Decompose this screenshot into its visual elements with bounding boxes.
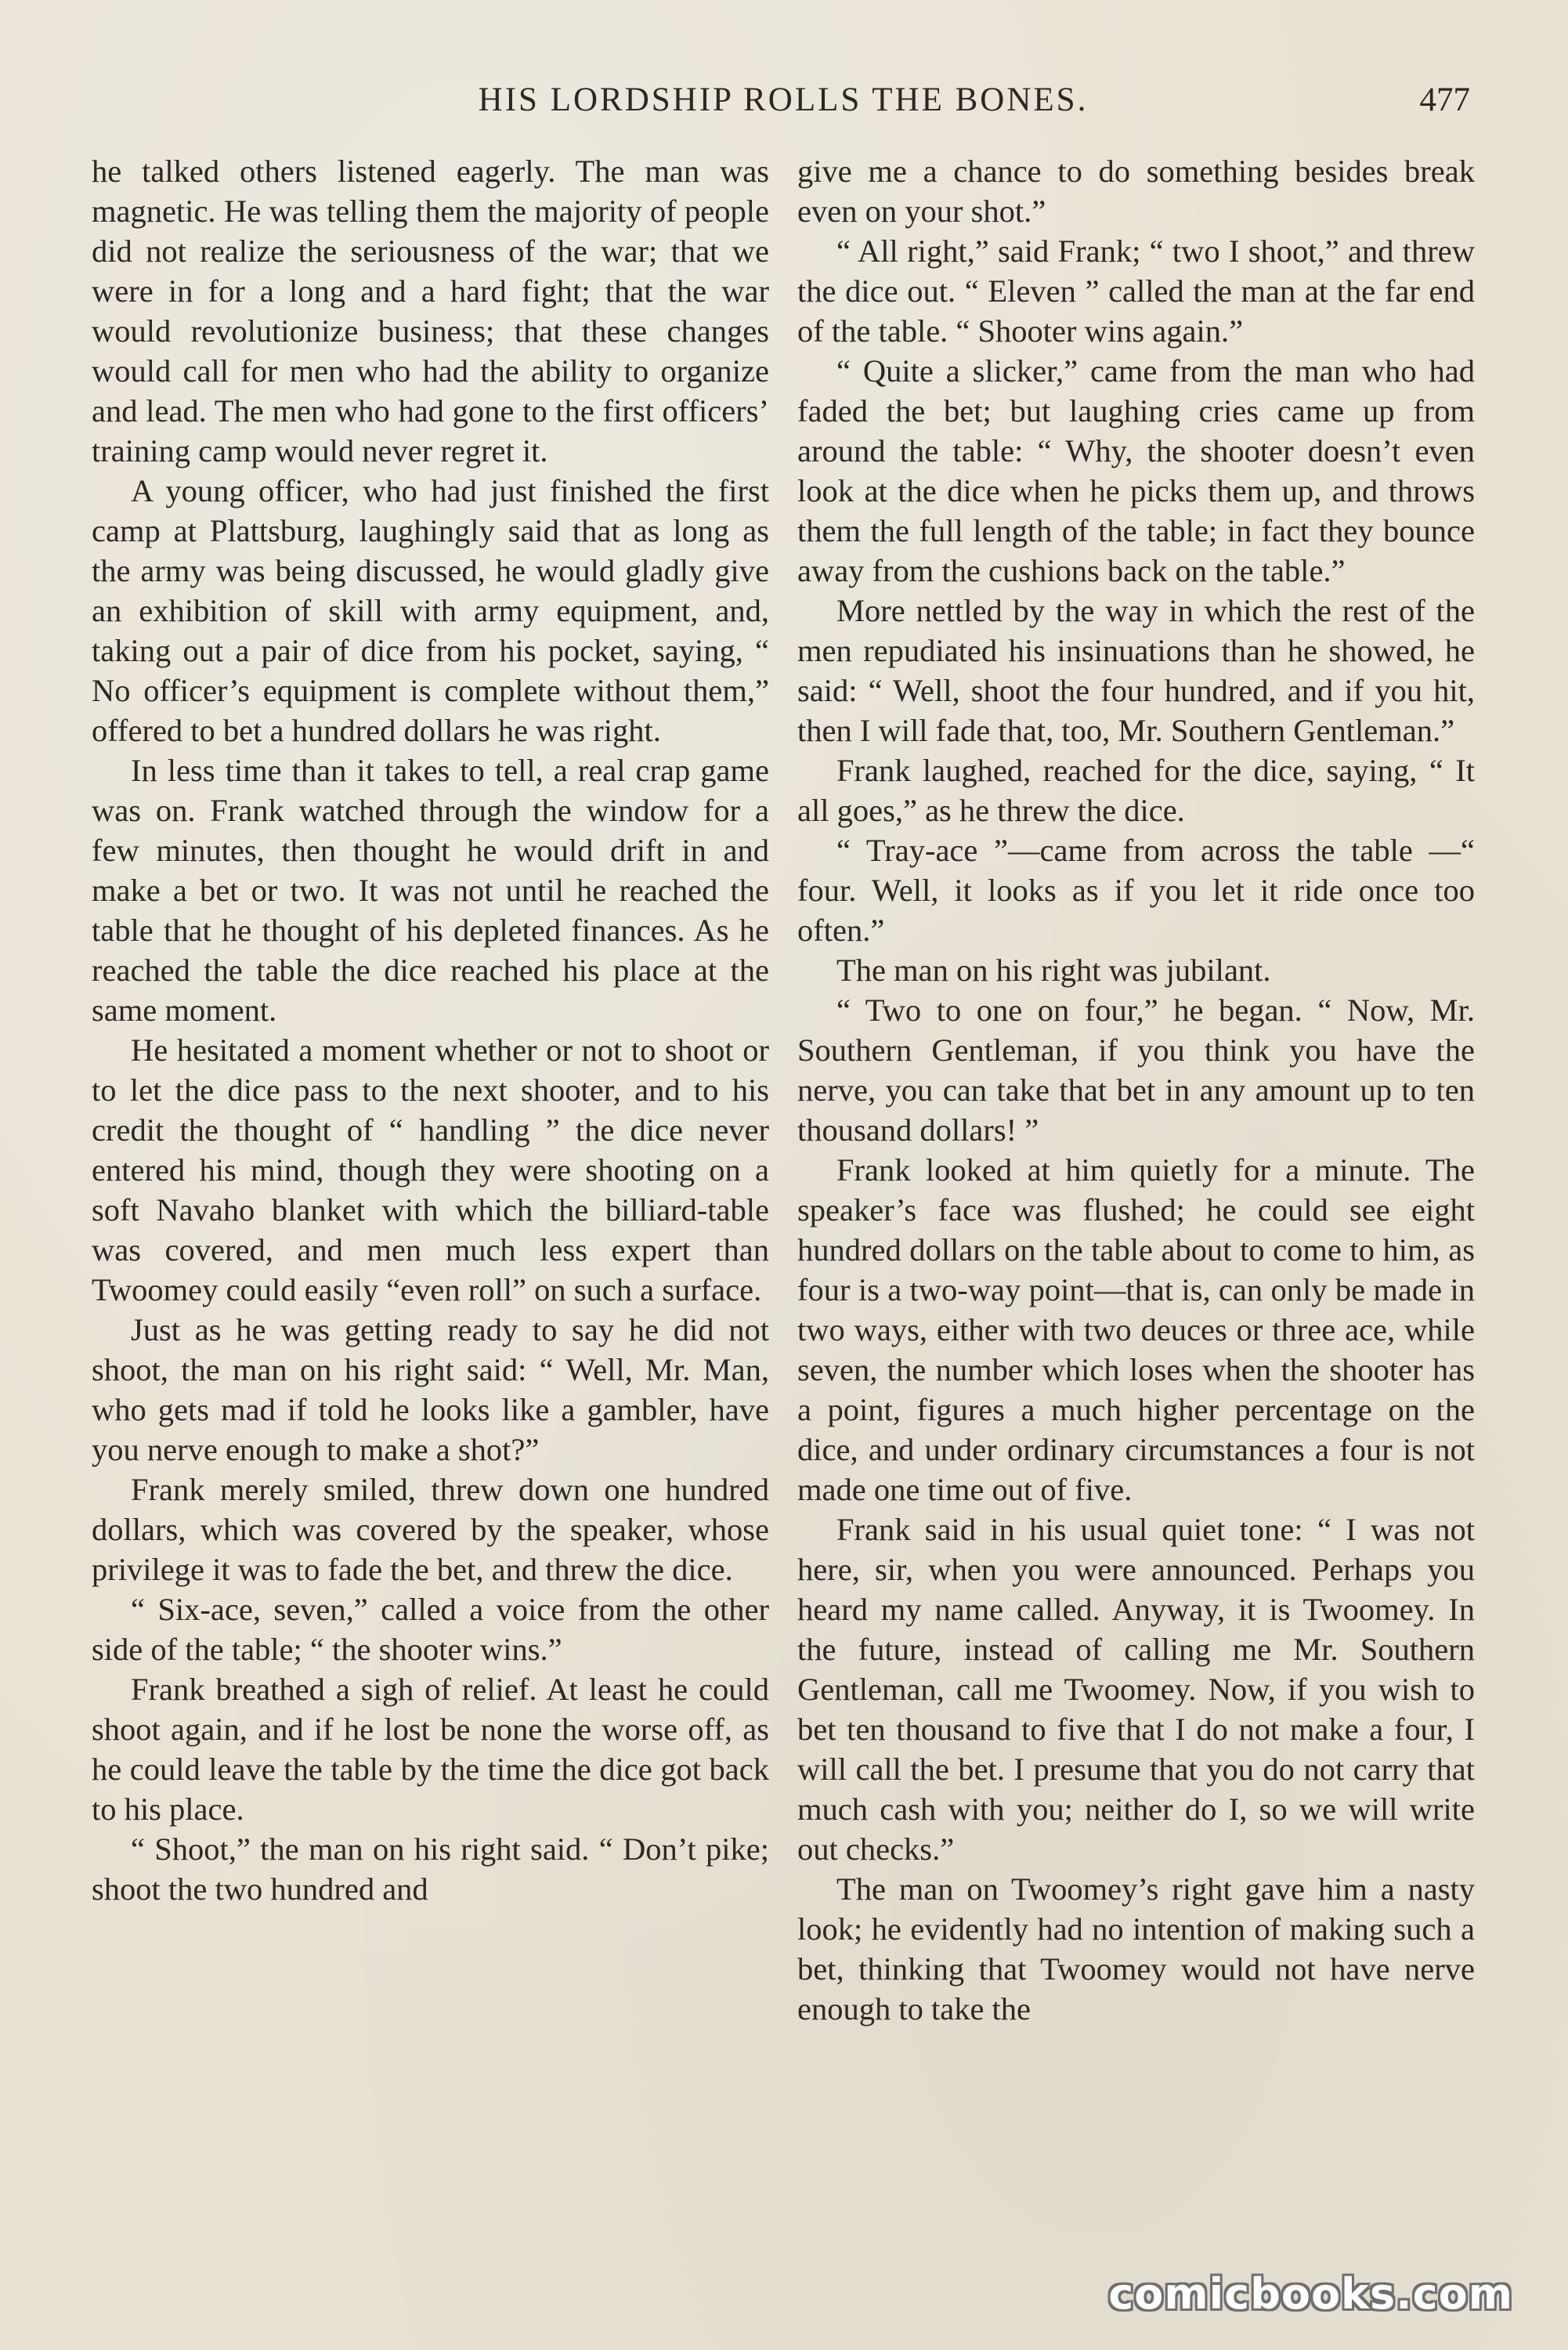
- paragraph: “ Shoot,” the man on his right said. “ Don’t pike; shoot the two hundred and: [92, 1831, 769, 1907]
- paragraph: “ Two to one on four,” he began. “ Now, Mr. Southern Gentleman, if you think you have the nerve, you can take that bet in any amount up to ten thousand dollars! ”: [797, 992, 1475, 1148]
- paragraph: Frank said in his usual quiet tone: “ I was not here, sir, when you were announced. Perhaps you heard my name called. Anyway, it is Twoomey. In the future, instead of calling me Mr. Southern Gentleman, call me Twoomey. Now, if you wish to bet ten thousand to five that I do not make a four, I will call the bet. I presume that you do not carry that much cash with you; neither do I, so we will write out checks.”: [797, 1512, 1475, 1867]
- paragraph: “ Quite a slicker,” came from the man who had faded the bet; but laughing cries came up from around the table: “ Why, the shooter doesn’t even look at the dice when he picks them up, and throws them the full length of the table; in fact they bounce away from the cushions back on the table.”: [797, 353, 1475, 588]
- paragraph: he talked others listened eagerly. The man was magnetic. He was telling them the majority of people did not realize the seriousness of the war; that we were in for a long and a hard fight; that the war would revolutionize business; that these changes would call for men who had the ability to organize and lead. The men who had gone to the first officers’ training camp would never regret it.: [92, 154, 769, 468]
- paragraph: Just as he was getting ready to say he did not shoot, the man on his right said: “ Well, Mr. Man, who gets mad if told he looks like a gambler, have you nerve enough to make a shot?”: [92, 1312, 769, 1467]
- page-number: 477: [1419, 81, 1470, 118]
- paragraph: A young officer, who had just finished the first camp at Plattsburg, laughingly said that as long as the army was being discussed, he would gladly give an exhibition of skill with army equipment, and, taking out a pair of dice from his pocket, saying, “ No officer’s equipment is complete without them,” offered to bet a hundred dollars he was right.: [92, 473, 769, 748]
- left-column: [92, 151, 769, 1909]
- paragraph: give me a chance to do something besides break even on your shot.”: [797, 154, 1475, 229]
- paragraph: Frank breathed a sigh of relief. At least he could shoot again, and if he lost be none the worse off, as he could leave the table by the time the dice got back to his place.: [92, 1672, 769, 1827]
- paragraph: “ Tray-ace ”—came from across the table —“ four. Well, it looks as if you let it ride once too often.”: [797, 833, 1475, 948]
- watermark-logo: comicbooks.com: [1108, 2269, 1513, 2319]
- paragraph: He hesitated a moment whether or not to shoot or to let the dice pass to the next shooter, and to his credit the thought of “ handling ” the dice never entered his mind, though they were shooting on a soft Navaho blanket with which the billiard-table was covered, and men much less expert than Twoomey could easily “even roll” on such a surface.: [92, 1032, 769, 1307]
- right-column: [797, 151, 1475, 2029]
- paragraph: Frank laughed, reached for the dice, saying, “ It all goes,” as he threw the dice.: [797, 753, 1475, 828]
- paragraph: In less time than it takes to tell, a real crap game was on. Frank watched through the window for a few minutes, then thought he would drift in and make a bet or two. It was not until he reached the table that he thought of his depleted finances. As he reached the table the dice reached his place at the same moment.: [92, 753, 769, 1028]
- paragraph: Frank looked at him quietly for a minute. The speaker’s face was flushed; he could see eight hundred dollars on the table about to come to him, as four is a two-way point—that is, can only be made in two ways, either with two deuces or three ace, while seven, the number which loses when the shooter has a point, figures a much higher percentage on the dice, and under ordinary circumstances a four is not made one time out of five.: [797, 1152, 1475, 1507]
- paragraph: The man on his right was jubilant.: [836, 953, 1271, 988]
- paragraph: “ Six-ace, seven,” called a voice from the other side of the table; “ the shooter wins.”: [92, 1592, 769, 1667]
- paragraph: The man on Twoomey’s right gave him a nasty look; he evidently had no intention of making such a bet, thinking that Twoomey would not have nerve enough to take the: [797, 1871, 1475, 2026]
- paragraph: More nettled by the way in which the rest of the men repudiated his insinuations than he showed, he said: “ Well, shoot the four hundred, and if you hit, then I will fade that, too, Mr. Southern Gentleman.”: [797, 593, 1475, 748]
- paragraph: “ All right,” said Frank; “ two I shoot,” and threw the dice out. “ Eleven ” called the man at the far end of the table. “ Shooter wins again.”: [797, 233, 1475, 349]
- running-title: HIS LORDSHIP ROLLS THE BONES.: [478, 81, 1089, 118]
- paragraph: Frank merely smiled, threw down one hundred dollars, which was covered by the speaker, whose privilege it was to fade the bet, and threw the dice.: [92, 1472, 769, 1587]
